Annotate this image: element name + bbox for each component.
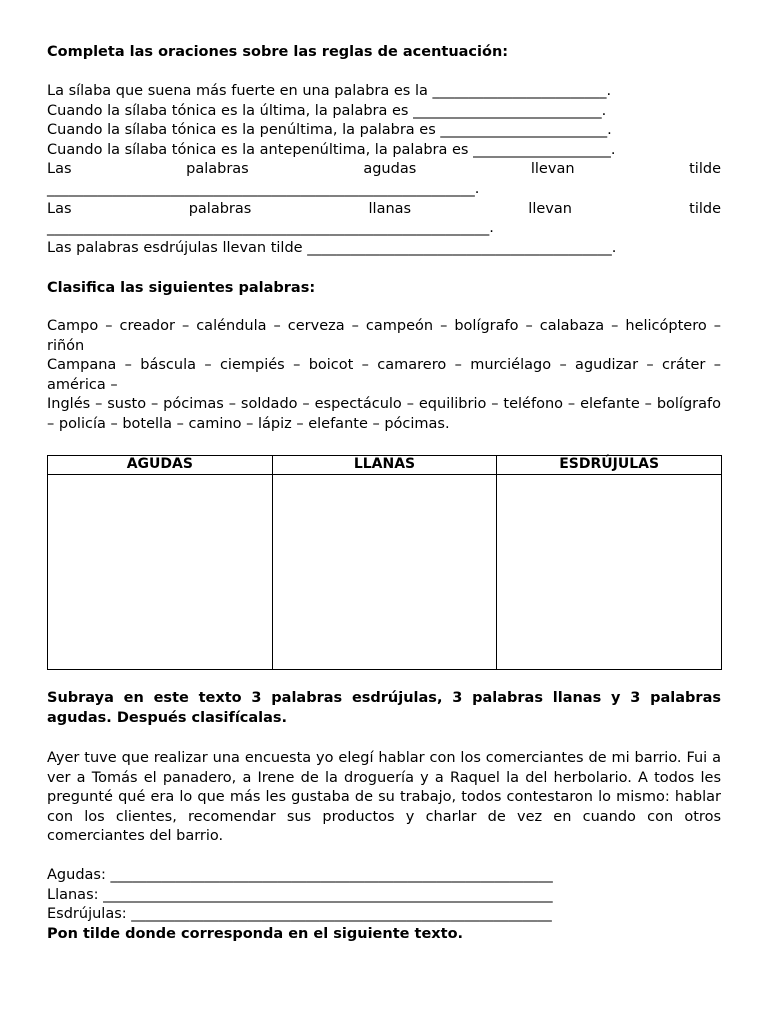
table-header-row — [48, 456, 722, 475]
section3-title: Subraya en este texto 3 palabras esdrújulas, 3 palabras llanas y 3 palabras agudas. Después clasifícalas. — [47, 690, 721, 726]
rules-sentences — [47, 82, 721, 258]
sentence-llanas-words: Las palabras llanas llevan tilde — [47, 200, 721, 217]
sentence-last-syllable: Cuando la sílaba tónica es la última, la palabra es __________________________. — [47, 102, 607, 119]
cell-llanas[interactable] — [272, 475, 497, 670]
cell-esdrujulas[interactable] — [497, 475, 722, 670]
sentence-tonic-syllable: La sílaba que suena más fuerte en una palabra es la ________________________. — [47, 83, 612, 99]
reading-text: Ayer tuve que realizar una encuesta yo elegí hablar con los comerciantes de mi barrio. Fui a ver a Tomás el panadero, a Irene de la droguería y a Raquel la del herbolario. A todos les pregunté qué era lo que más les gustaba de su trabajo, todos contestaron lo mismo: hablar con los clientes, recomendar sus productos y charlar de vez en cuando con otros comerciantes del barrio. — [47, 750, 721, 845]
section1-title: Completa las oraciones sobre las reglas de acentuación: — [47, 44, 509, 60]
sentence-llanas-blank: _____________________________________________________________. — [47, 220, 494, 237]
header-llanas: LLANAS — [272, 456, 497, 475]
word-list-3: Inglés – susto – pócimas – soldado – espectáculo – equilibrio – teléfono – elefante – bolígrafo – policía – botella – camino – lápiz – elefante – pócimas. — [47, 396, 721, 432]
classification-table — [47, 455, 722, 670]
table-body-row — [48, 475, 722, 670]
sentence-esdrujulas: Las palabras esdrújulas llevan tilde __________________________________________. — [47, 239, 617, 256]
answer-llanas-line: Llanas: ______________________________________________________________ — [47, 886, 553, 903]
word-list-1: Campo – creador – caléndula – cerveza – campeón – bolígrafo – calabaza – helicóptero – riñón — [47, 318, 721, 354]
sentence-agudas-blank: ___________________________________________________________. — [47, 180, 480, 197]
sentence-antepenultimate-syllable: Cuando la sílaba tónica es la antepenúltima, la palabra es ___________________. — [47, 141, 616, 158]
sentence-penultimate-syllable: Cuando la sílaba tónica es la penúltima, la palabra es _______________________. — [47, 122, 612, 139]
header-esdrujulas: ESDRÚJULAS — [497, 456, 722, 475]
answer-esdrujulas-line: Esdrújulas: __________________________________________________________ — [47, 906, 552, 923]
word-list-2: Campana – báscula – ciempiés – boicot – camarero – murciélago – agudizar – cráter – américa – — [47, 357, 721, 393]
word-lists — [47, 317, 721, 435]
answer-agudas-line: Agudas: _____________________________________________________________ — [47, 867, 553, 883]
section4-title: Pon tilde donde corresponda en el siguiente texto. — [47, 925, 464, 942]
cell-agudas[interactable] — [48, 475, 273, 670]
header-agudas: AGUDAS — [48, 456, 273, 475]
section2-title: Clasifica las siguientes palabras: — [47, 280, 316, 296]
classification-answers — [47, 866, 721, 944]
sentence-agudas-words: Las palabras agudas llevan tilde — [47, 161, 721, 178]
